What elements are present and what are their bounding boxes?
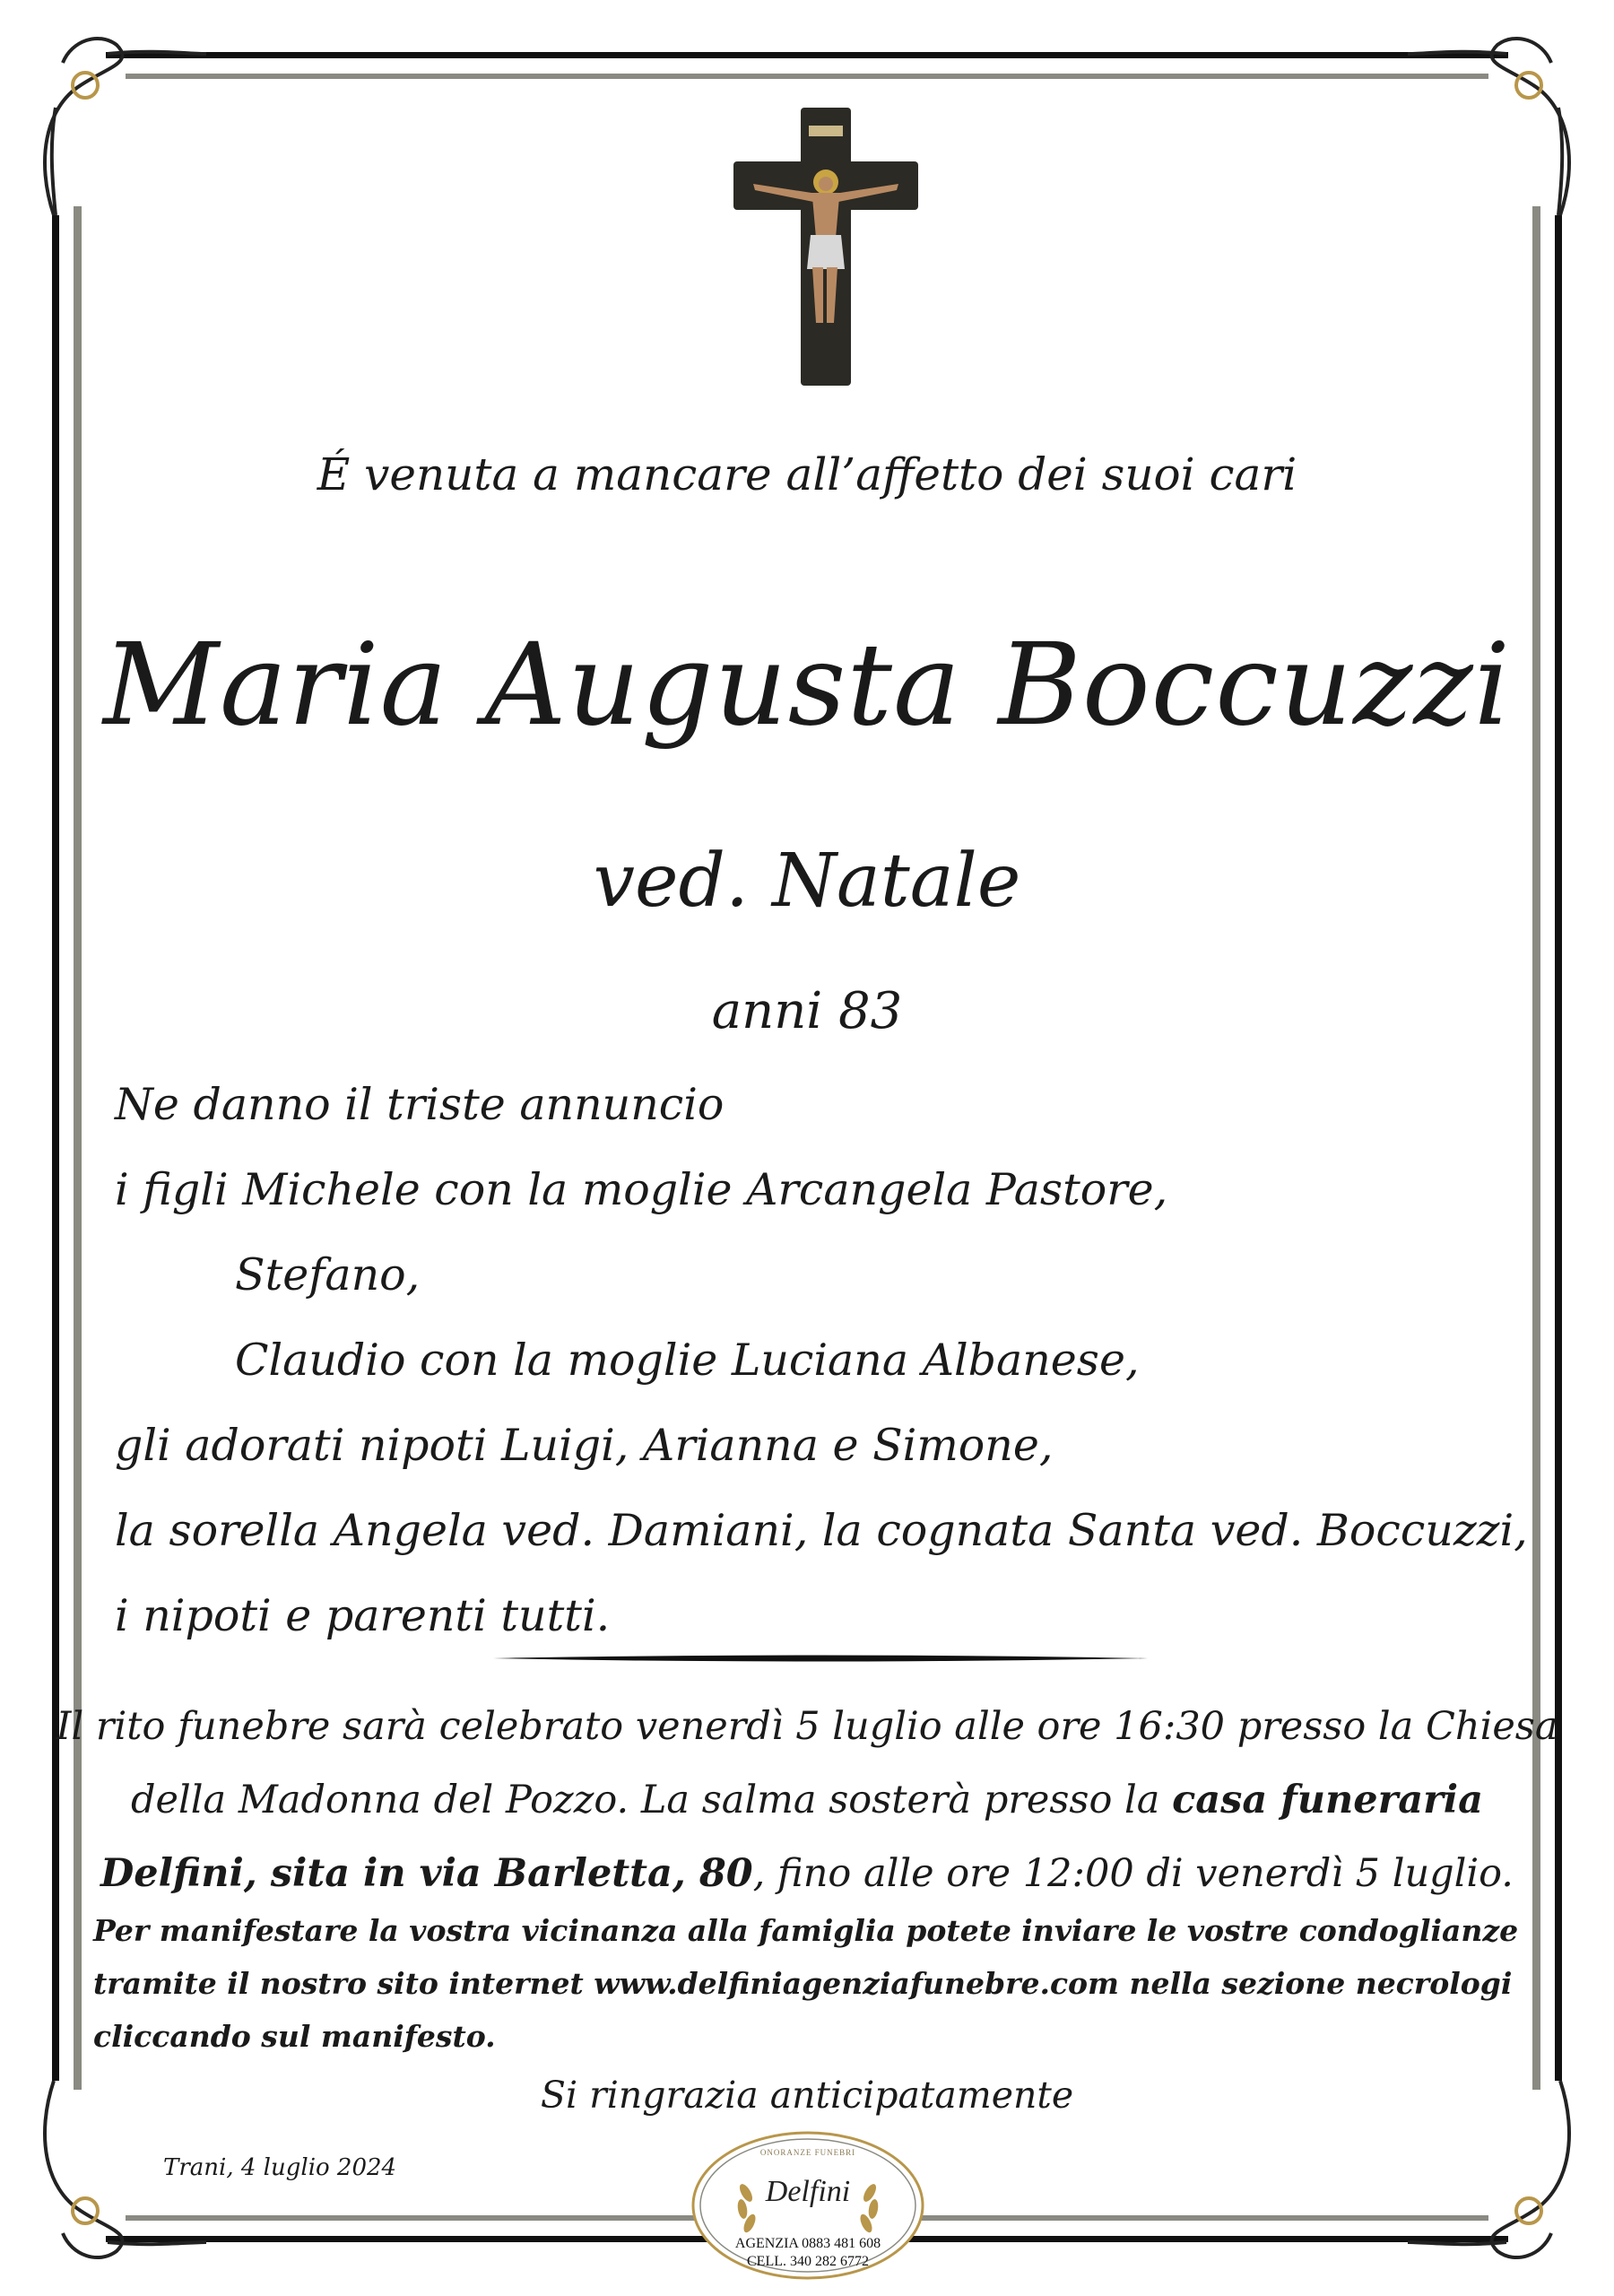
family-line: i nipoti e parenti tutti. [115,1590,611,1641]
seal-phone-cell: CELL. 340 282 6772 [747,2254,869,2269]
age: anni 83 [711,982,903,1040]
family-line: Ne danno il triste annuncio [115,1079,725,1130]
separator-line [493,1652,1148,1665]
condolence-line: Per manifestare la vostra vicinanza alla famiglia potete inviare le vostre condoglianze [93,1913,1519,1948]
rite-line-2-plain: della Madonna del Pozzo. La salma sosterà presso la [131,1778,1173,1822]
widow-of: ved. Natale [593,839,1021,924]
place-date: Trani, 4 luglio 2024 [163,2154,397,2181]
seal-brand: Delfini [765,2175,851,2208]
deceased-name: Maria Augusta Boccuzzi [102,619,1512,751]
seal-phone-agency: AGENZIA 0883 481 608 [734,2236,881,2251]
rite-line-3 [0,1851,1614,1896]
crucifix-icon [733,108,918,386]
intro-text: É venuta a mancare all’affetto dei suoi cari [317,448,1297,500]
agency-seal [690,2130,925,2281]
rite-line-3-bold: Delfini, sita in via Barletta, 80 [100,1851,753,1896]
frame-top-dark [106,52,1508,58]
condolence-line: cliccando sul manifesto. [93,2019,496,2054]
family-line: la sorella Angela ved. Damiani, la cognata Santa ved. Boccuzzi, [115,1505,1528,1556]
rite-line-2 [0,1778,1614,1822]
family-line: Stefano, [235,1249,421,1300]
condolence-line: tramite il nostro sito internet www.delfiniagenziafunebre.com nella sezione necrologi [93,1966,1513,2001]
frame-top-gray [126,74,1488,79]
rite-line-1: Il rito funebre sarà celebrato venerdì 5 luglio alle ore 16:30 presso la Chiesa [56,1704,1558,1749]
rite-line-2-bold: casa funeraria [1172,1778,1483,1822]
rite-line-3-plain: , fino alle ore 12:00 di venerdì 5 luglio. [752,1851,1514,1896]
family-line: Claudio con la moglie Luciana Albanese, [235,1335,1140,1386]
family-line: gli adorati nipoti Luigi, Arianna e Simone, [115,1420,1054,1471]
family-line: i figli Michele con la moglie Arcangela Pastore, [115,1164,1168,1215]
corner-ornament-top-left [45,39,206,215]
corner-ornament-top-right [1408,39,1569,215]
thanks-text: Si ringrazia anticipatamente [540,2074,1074,2117]
seal-top-label: ONORANZE FUNEBRI [759,2148,856,2157]
